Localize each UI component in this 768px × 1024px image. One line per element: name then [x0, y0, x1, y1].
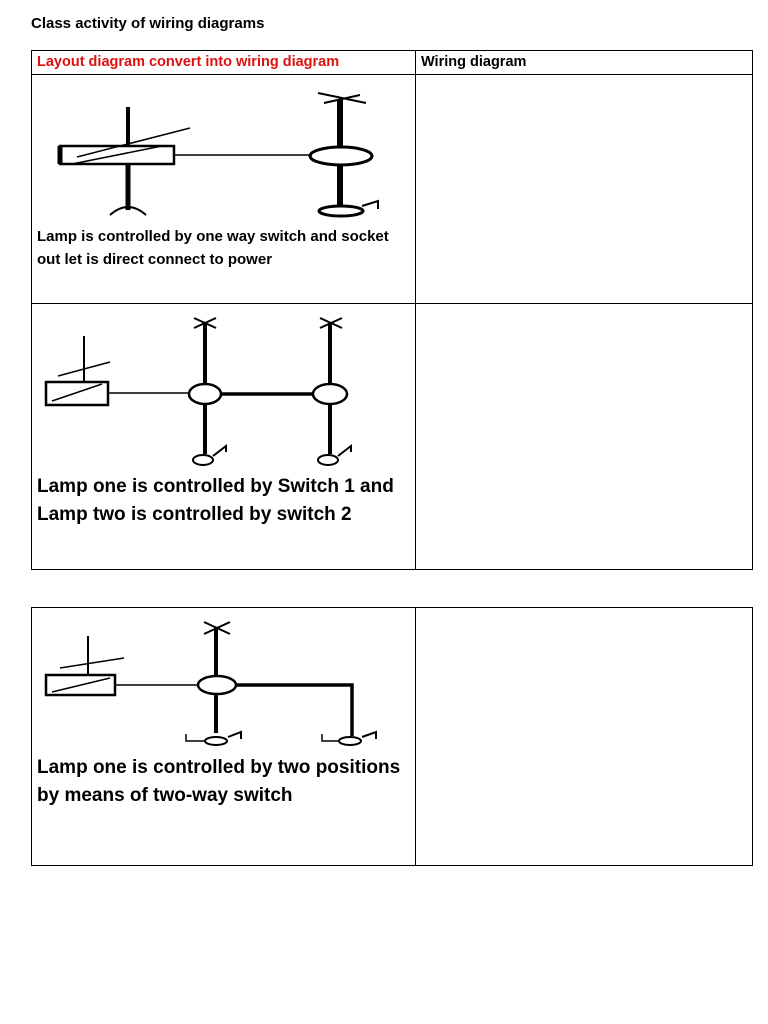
socket-symbol [319, 206, 363, 216]
wiring-activity-table [31, 50, 753, 570]
header-wiring-diagram: Wiring diagram [416, 51, 753, 75]
lamp-symbol [310, 147, 372, 165]
wiring-answer-cell-1[interactable] [416, 75, 753, 304]
wiring-answer-cell-2[interactable] [416, 304, 753, 570]
layout-cell-2 [32, 304, 416, 570]
wiring-answer-cell-3[interactable] [416, 608, 753, 866]
caption-row-1: Lamp is controlled by one way switch and socket out let is direct connect to power [37, 228, 389, 268]
layout-cell-3 [32, 608, 416, 866]
header-layout-diagram: Layout diagram convert into wiring diagram [32, 51, 416, 75]
document-title: Class activity of wiring diagrams [31, 15, 265, 32]
layout-diagram-2 [32, 304, 416, 570]
wiring-activity-table-2 [31, 607, 753, 866]
lamp-1-symbol [189, 384, 221, 404]
layout-cell-1 [32, 75, 416, 304]
lamp-2-symbol [313, 384, 347, 404]
lamp-symbol [198, 676, 236, 694]
caption-row-2: Lamp one is controlled by Switch 1 and Lamp two is controlled by switch 2 [37, 476, 394, 525]
layout-diagram-3 [32, 608, 416, 866]
caption-row-3: Lamp one is controlled by two positions by means of two-way switch [37, 757, 401, 806]
